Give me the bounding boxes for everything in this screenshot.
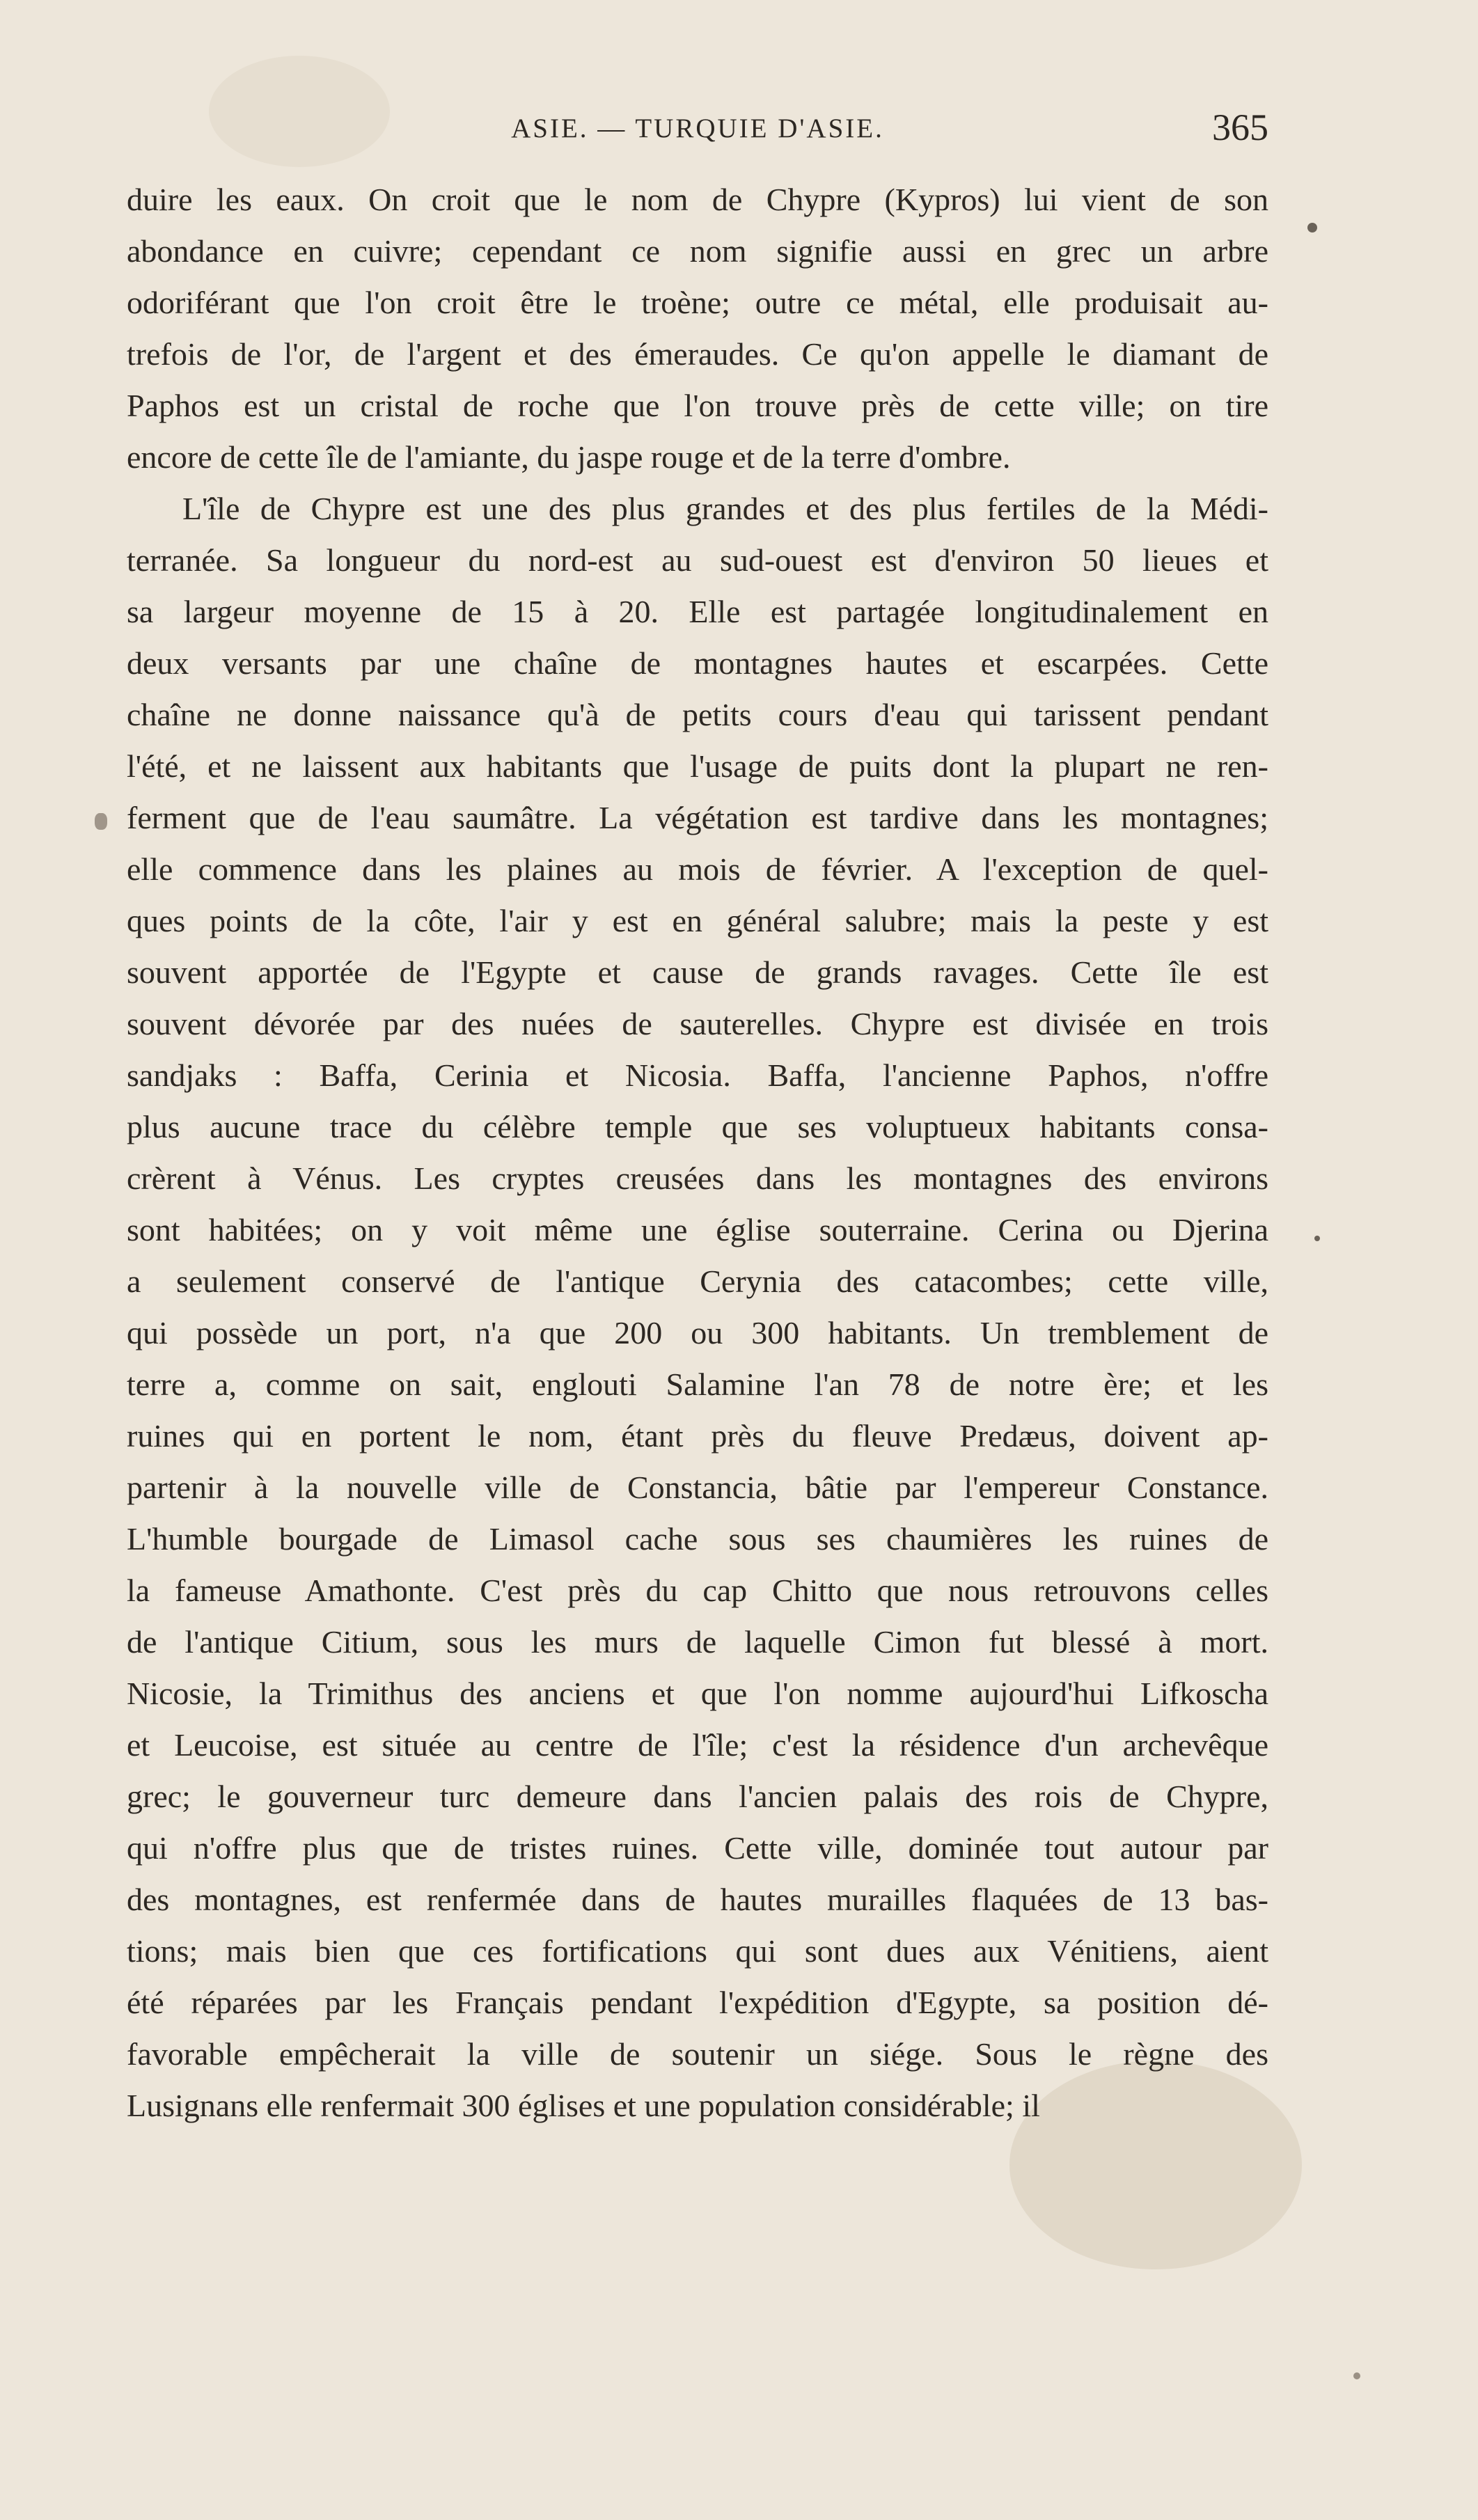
margin-mark — [1353, 2372, 1360, 2379]
text-line: Lusignans elle renfermait 300 églises et une population considérable; il — [127, 2088, 1040, 2123]
text-line: ferment que de l'eau saumâtre. La végétation est tardive dans les montagnes; — [127, 800, 1268, 835]
text-line: tions; mais bien que ces fortifications qui sont dues aux Vénitiens, aient — [127, 1933, 1268, 1969]
text-line: été réparées par les Français pendant l'expédition d'Egypte, sa position dé- — [127, 1985, 1268, 2020]
margin-mark — [1314, 1236, 1320, 1241]
text-line: plus aucune trace du célèbre temple que ses voluptueux habitants consa- — [127, 1109, 1268, 1144]
running-head: ASIE. — TURQUIE D'ASIE. — [511, 113, 884, 143]
text-line: souvent dévorée par des nuées de sauterelles. Chypre est divisée en trois — [127, 1006, 1268, 1041]
text-line: terranée. Sa longueur du nord-est au sud-ouest est d'environ 50 lieues et — [127, 542, 1268, 578]
text-line: odoriférant que l'on croit être le troène; outre ce métal, elle produisait au- — [127, 285, 1268, 320]
text-line: et Leucoise, est située au centre de l'île; c'est la résidence d'un archevêque — [127, 1727, 1268, 1763]
text-line: partenir à la nouvelle ville de Constancia, bâtie par l'empereur Constance. — [127, 1470, 1268, 1505]
text-line: a seulement conservé de l'antique Cerynia des catacombes; cette ville, — [127, 1263, 1268, 1299]
text-line: l'été, et ne laissent aux habitants que l'usage de puits dont la plupart ne ren- — [127, 748, 1268, 784]
body-text — [127, 174, 1268, 2132]
margin-mark — [1307, 223, 1317, 233]
text-line: terre a, comme on sait, englouti Salamine l'an 78 de notre ère; et les — [127, 1367, 1268, 1402]
text-line: L'humble bourgade de Limasol cache sous ses chaumières les ruines de — [127, 1521, 1268, 1557]
text-line: des montagnes, est renfermée dans de hautes murailles flaquées de 13 bas- — [127, 1882, 1268, 1917]
text-line: crèrent à Vénus. Les cryptes creusées dans les montagnes des environs — [127, 1160, 1268, 1196]
text-line: Nicosie, la Trimithus des anciens et que l'on nomme aujourd'hui Lifkoscha — [127, 1676, 1268, 1711]
text-line: abondance en cuivre; cependant ce nom signifie aussi en grec un arbre — [127, 233, 1268, 269]
text-line: deux versants par une chaîne de montagnes hautes et escarpées. Cette — [127, 645, 1268, 681]
text-line: sont habitées; on y voit même une église souterraine. Cerina ou Djerina — [127, 1212, 1268, 1247]
text-line: elle commence dans les plaines au mois de février. A l'exception de quel- — [127, 851, 1268, 887]
text-line: ques points de la côte, l'air y est en général salubre; mais la peste y est — [127, 903, 1268, 938]
text-line: qui possède un port, n'a que 200 ou 300 habitants. Un tremblement de — [127, 1315, 1268, 1350]
text-line: duire les eaux. On croit que le nom de Chypre (Kypros) lui vient de son — [127, 182, 1268, 217]
text-line: souvent apportée de l'Egypte et cause de grands ravages. Cette île est — [127, 954, 1268, 990]
text-line: de l'antique Citium, sous les murs de laquelle Cimon fut blessé à mort. — [127, 1624, 1268, 1660]
text-line: L'île de Chypre est une des plus grandes et des plus fertiles de la Médi- — [182, 491, 1268, 526]
page-header — [127, 104, 1268, 153]
text-line: sandjaks : Baffa, Cerinia et Nicosia. Baffa, l'ancienne Paphos, n'offre — [127, 1057, 1268, 1093]
text-line: favorable empêcherait la ville de soutenir un siége. Sous le règne des — [127, 2036, 1268, 2072]
text-line: grec; le gouverneur turc demeure dans l'ancien palais des rois de Chypre, — [127, 1779, 1268, 1814]
text-line: Paphos est un cristal de roche que l'on trouve près de cette ville; on tire — [127, 388, 1268, 423]
text-line: sa largeur moyenne de 15 à 20. Elle est partagée longitudinalement en — [127, 594, 1268, 629]
text-line: encore de cette île de l'amiante, du jaspe rouge et de la terre d'ombre. — [127, 439, 1011, 475]
text-line: ruines qui en portent le nom, étant près du fleuve Predæus, doivent ap- — [127, 1418, 1268, 1454]
page-number: 365 — [1212, 107, 1268, 148]
text-line: qui n'offre plus que de tristes ruines. Cette ville, dominée tout autour par — [127, 1830, 1268, 1866]
text-line: trefois de l'or, de l'argent et des émeraudes. Ce qu'on appelle le diamant de — [127, 336, 1268, 372]
text-line: la fameuse Amathonte. C'est près du cap Chitto que nous retrouvons celles — [127, 1573, 1268, 1608]
margin-mark — [95, 813, 107, 830]
text-line: chaîne ne donne naissance qu'à de petits cours d'eau qui tarissent pendant — [127, 697, 1268, 732]
